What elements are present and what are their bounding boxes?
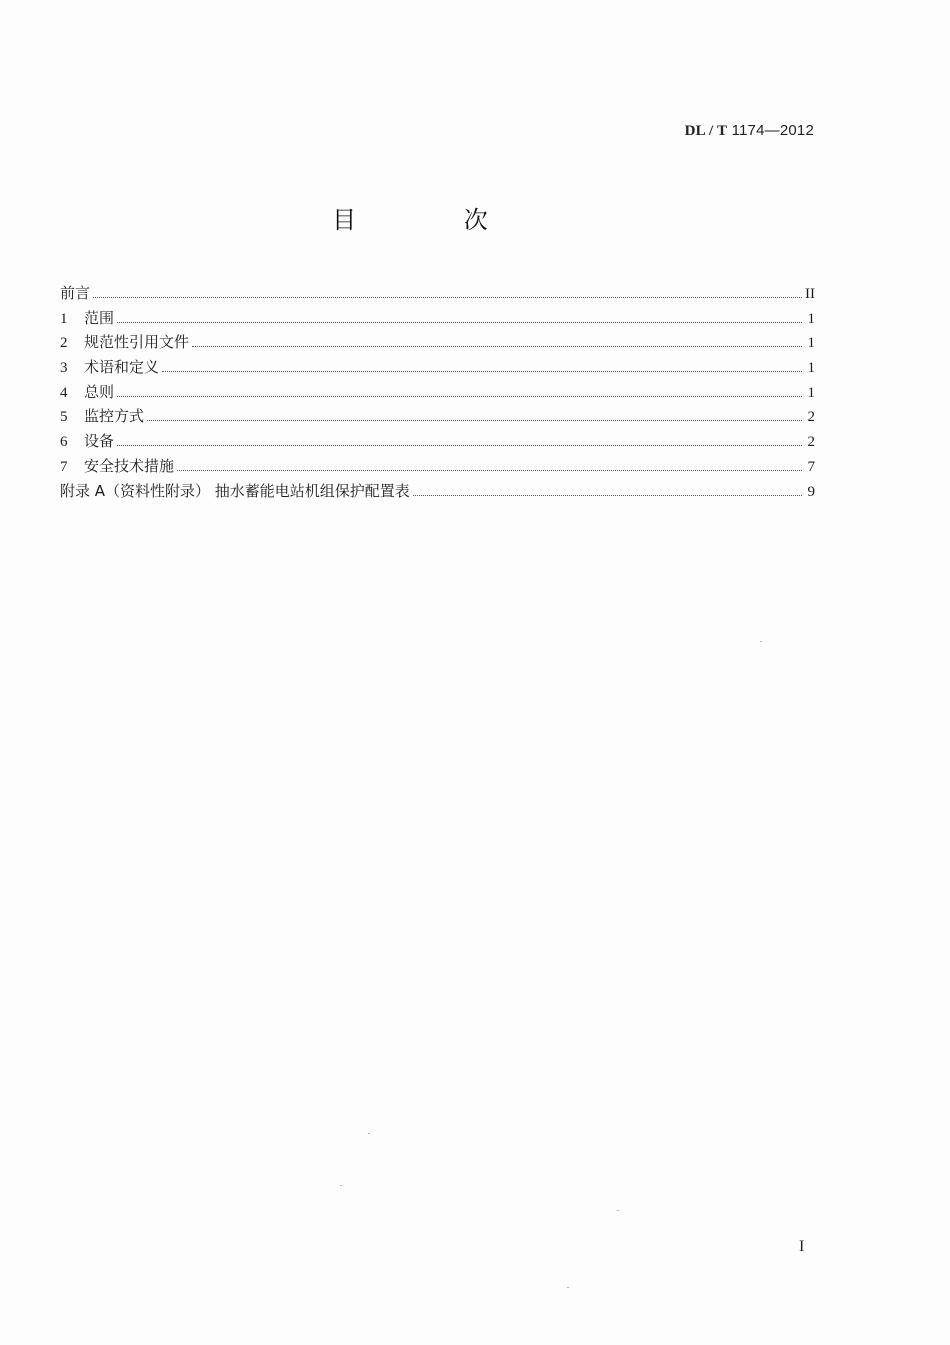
standard-code-prefix: DL / T bbox=[684, 123, 728, 139]
toc-entry-title: 范围 bbox=[84, 308, 115, 327]
toc-entry-number: 5 bbox=[60, 409, 68, 426]
toc-entry-terms-definitions[interactable] bbox=[60, 356, 815, 381]
toc-entry-number: 1 bbox=[60, 310, 68, 327]
toc-dot-leader bbox=[117, 395, 802, 397]
toc-entry-title: 监控方式 bbox=[84, 407, 145, 426]
toc-entry-safety-measures[interactable] bbox=[60, 455, 815, 480]
page-title: 目 次 bbox=[332, 206, 538, 234]
toc-entry-page: 1 bbox=[807, 384, 815, 401]
toc-dot-leader bbox=[117, 321, 802, 323]
toc-dot-leader bbox=[117, 444, 802, 446]
table-of-contents bbox=[60, 282, 815, 504]
toc-dot-leader bbox=[162, 370, 802, 372]
toc-entry-monitoring-mode[interactable] bbox=[60, 405, 815, 430]
toc-entry-number: 7 bbox=[60, 458, 68, 475]
toc-entry-title: 规范性引用文件 bbox=[84, 333, 190, 352]
toc-entry-general[interactable] bbox=[60, 381, 815, 406]
toc-entry-number: 3 bbox=[60, 360, 68, 377]
toc-dot-leader bbox=[413, 494, 802, 496]
toc-entry-page: 1 bbox=[807, 360, 815, 377]
scan-speck bbox=[760, 641, 762, 642]
scan-speck bbox=[340, 1185, 342, 1186]
scan-speck bbox=[567, 1287, 569, 1288]
toc-entry-title: 术语和定义 bbox=[84, 358, 160, 377]
toc-entry-page: 2 bbox=[807, 409, 815, 426]
standard-code-number: 1174—2012 bbox=[727, 122, 814, 139]
toc-entry-appendix-a[interactable] bbox=[60, 480, 815, 505]
toc-dot-leader bbox=[93, 296, 802, 298]
toc-dot-leader bbox=[147, 419, 802, 421]
toc-entry-number: 4 bbox=[60, 384, 68, 401]
toc-entry-normative-references[interactable] bbox=[60, 331, 815, 356]
standard-code bbox=[685, 122, 814, 140]
toc-entry-page: II bbox=[805, 286, 815, 302]
toc-entry-number: 2 bbox=[60, 335, 68, 352]
toc-entry-title: 附录 A（资料性附录） 抽水蓄能电站机组保护配置表 bbox=[60, 481, 410, 500]
toc-entry-title: 安全技术措施 bbox=[84, 456, 175, 475]
toc-entry-scope[interactable] bbox=[60, 307, 815, 332]
toc-entry-title: 设备 bbox=[84, 432, 115, 451]
toc-entry-page: 9 bbox=[807, 483, 815, 500]
toc-dot-leader bbox=[177, 469, 802, 471]
toc-entry-title: 总则 bbox=[84, 382, 115, 401]
scan-speck bbox=[368, 1133, 370, 1134]
toc-entry-number: 6 bbox=[60, 434, 68, 451]
toc-entry-title: 前言 bbox=[60, 284, 91, 302]
toc-dot-leader bbox=[192, 345, 802, 347]
toc-entry-page: 7 bbox=[807, 458, 815, 475]
toc-entry-page: 1 bbox=[807, 335, 815, 352]
toc-entry-foreword[interactable] bbox=[60, 282, 815, 307]
toc-entry-page: 1 bbox=[807, 310, 815, 327]
toc-entry-page: 2 bbox=[807, 434, 815, 451]
scan-speck bbox=[617, 1210, 619, 1211]
toc-entry-equipment[interactable] bbox=[60, 430, 815, 455]
page-number: I bbox=[799, 1238, 805, 1255]
